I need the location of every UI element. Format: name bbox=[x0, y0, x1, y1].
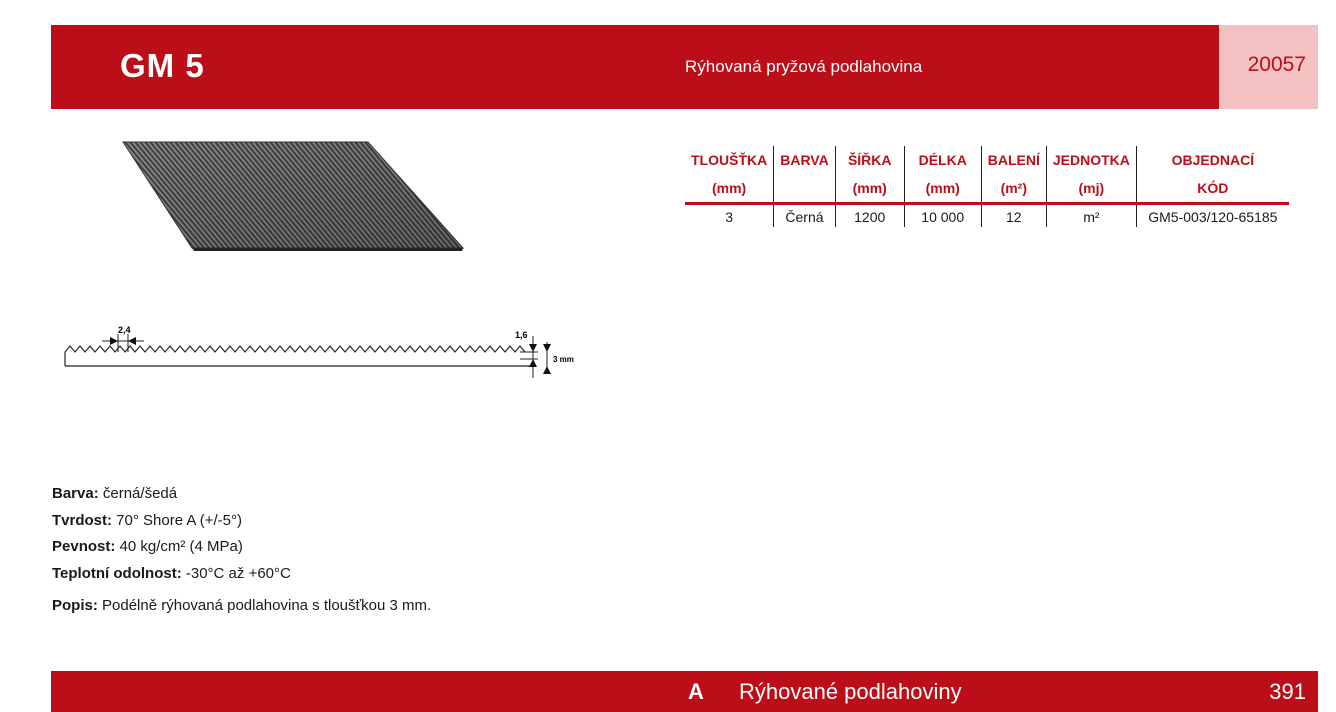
table-row bbox=[685, 204, 1289, 228]
th-width: ŠÍŘKA (mm) bbox=[835, 146, 904, 204]
th-order-code: OBJEDNACÍ KÓD bbox=[1136, 146, 1289, 204]
spec-table-header bbox=[685, 146, 1289, 204]
footer-title: Rýhované podlahoviny bbox=[739, 679, 962, 704]
th-color: BARVA bbox=[774, 146, 836, 204]
footer-section-letter: A bbox=[688, 679, 704, 704]
th-length: DÉLKA (mm) bbox=[904, 146, 981, 204]
cell-thickness: 3 bbox=[685, 204, 774, 228]
property-color: Barva: černá/šedá bbox=[52, 485, 178, 502]
cell-color: Černá bbox=[774, 204, 836, 228]
profile-drawing bbox=[60, 322, 590, 392]
property-strength: Pevnost: 40 kg/cm² (4 MPa) bbox=[52, 538, 243, 555]
cell-order-code: GM5-003/120-65185 bbox=[1148, 209, 1278, 225]
spec-table bbox=[685, 146, 1289, 227]
th-unit: JEDNOTKA (mj) bbox=[1046, 146, 1136, 204]
profile-wave bbox=[65, 346, 525, 352]
cell-length: 10 000 bbox=[904, 204, 981, 228]
property-hardness: Tvrdost: 70° Shore A (+/-5°) bbox=[52, 511, 242, 529]
th-package: BALENÍ (m²) bbox=[981, 146, 1046, 204]
product-name: GM 5 bbox=[120, 47, 205, 84]
product-photo bbox=[120, 140, 470, 255]
product-code: 20057 bbox=[1247, 53, 1306, 76]
properties-list bbox=[52, 481, 431, 620]
rib-height-label: 1,6 bbox=[515, 330, 528, 340]
cell-unit: m² bbox=[1046, 204, 1136, 228]
property-temperature: Teplotní odolnost: -30°C až +60°C bbox=[52, 564, 291, 582]
page-number: 391 bbox=[1269, 679, 1306, 704]
thickness-label: 3 mm bbox=[553, 355, 574, 364]
pitch-label: 2,4 bbox=[118, 325, 131, 335]
cell-width: 1200 bbox=[835, 204, 904, 228]
page-footer bbox=[51, 671, 1318, 712]
product-code-box bbox=[1219, 25, 1318, 109]
th-thickness: TLOUŠŤKA (mm) bbox=[685, 146, 774, 204]
property-description: Popis: Podélně rýhovaná podlahovina s tloušťkou 3 mm. bbox=[52, 597, 432, 614]
cell-package: 12 bbox=[981, 204, 1046, 228]
product-subtitle: Rýhovaná pryžová podlahovina bbox=[685, 57, 923, 76]
page-header bbox=[51, 25, 1318, 109]
